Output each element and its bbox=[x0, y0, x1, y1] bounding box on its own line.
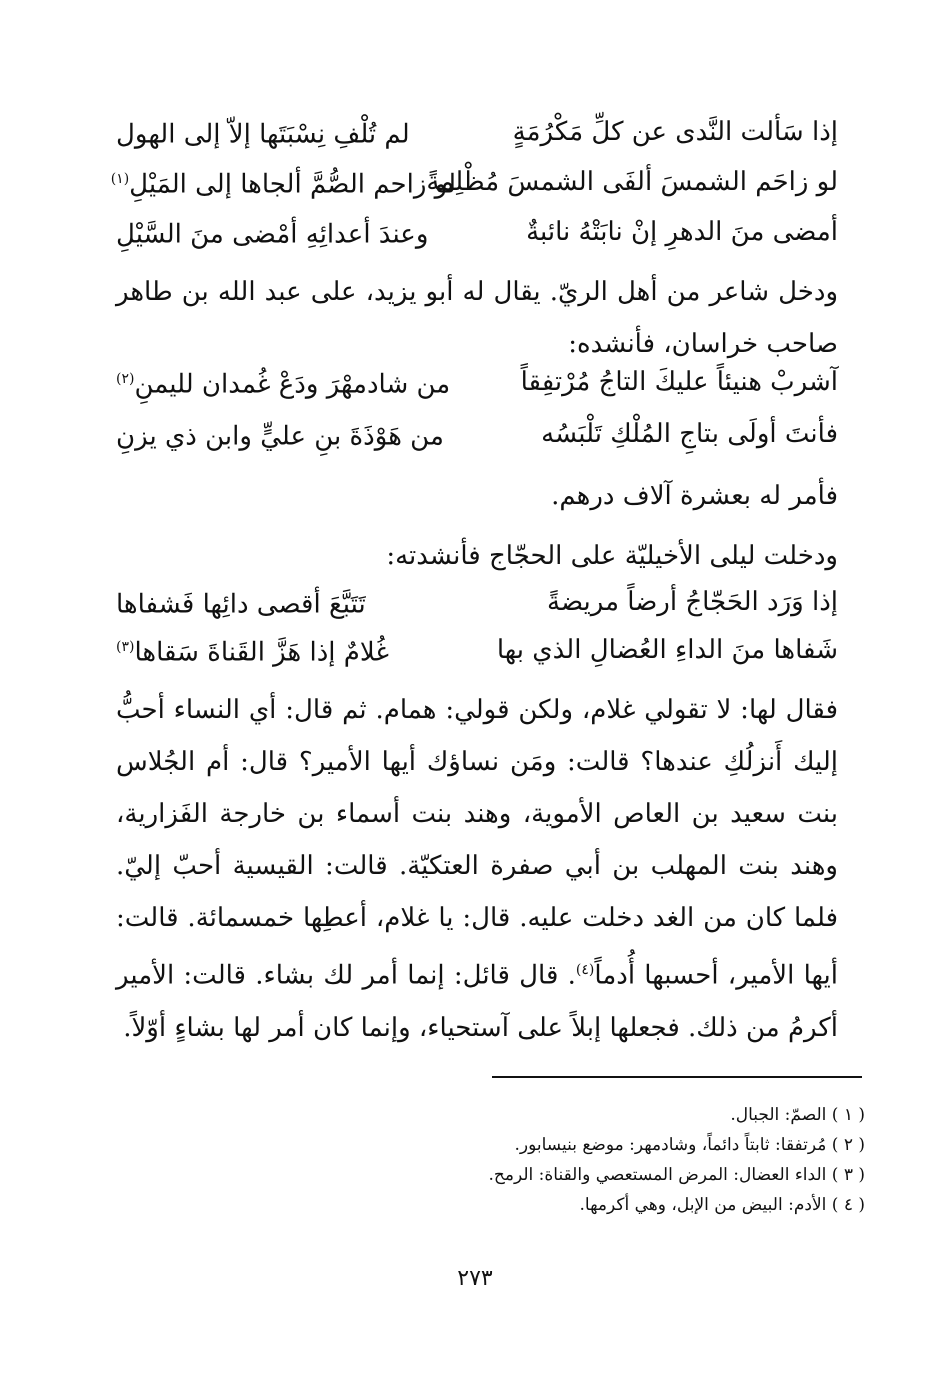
verse-first-hemistich: فأنتَ أولَى بتاجِ المُلْكِ تَلْبَسُه bbox=[541, 419, 838, 449]
paragraph-text: . قال قائل: إنما أمر لك بشاء. قالت: الأمير أكرمُ من ذلك. فجعلها إبلاً على آستحياء، وإنما كان أمر لها بشاءٍ أوّلاً. bbox=[116, 960, 838, 1043]
verse-text: لو زاحم الصُّمَّ ألجاها إلى المَيْلِ bbox=[129, 169, 456, 200]
footnote-ref: (٤) bbox=[575, 962, 595, 978]
verse-line bbox=[116, 106, 838, 158]
verse-text: من شادمهْرَ ودَعْ غُمدان لليمنِ bbox=[134, 369, 451, 400]
paragraph: ودخل شاعر من أهل الريّ. يقال له أبو يزيد، على عبد الله بن طاهر صاحب خراسان، فأنشده: bbox=[116, 277, 838, 359]
footnote-ref: (٣) bbox=[116, 639, 135, 656]
footnote-ref: (٢) bbox=[116, 371, 135, 388]
verse-first-hemistich: أمضى منَ الدهرِ إنْ نابَتْهُ نائبةٌ bbox=[526, 217, 838, 247]
footnotes bbox=[105, 1100, 865, 1220]
verse-first-hemistich: آشربْ هنيئاً عليكَ التاجُ مُرْتفِقاً bbox=[520, 367, 838, 397]
verse-line bbox=[110, 156, 838, 208]
verse-line bbox=[116, 206, 838, 258]
verse-first-hemistich: إذا وَرَد الحَجّاجُ أرضاً مريضةً bbox=[547, 587, 838, 617]
verse-text: من هَوْذَةَ بنِ عليٍّ وابن ذي يزنِ bbox=[116, 421, 444, 452]
paragraph: ودخلت ليلى الأخيليّة على الحجّاج فأنشدته: bbox=[386, 541, 838, 571]
footnote: ( ٢ ) مُرتفقا: ثابتاً دائماً، وشادمهر: موضع بنيسابور. bbox=[514, 1135, 865, 1155]
verse-first-hemistich: إذا سَألت النَّدى عن كلِّ مَكْرُمَةٍ bbox=[512, 117, 838, 147]
verse-text: غُلامٌ إذا هَزَّ القَناةَ سَقاها bbox=[134, 637, 389, 668]
paragraph: فأمر له بعشرة آلاف درهم. bbox=[551, 481, 838, 511]
verse-line bbox=[116, 408, 838, 460]
page-number: ٢٧٣ bbox=[457, 1266, 493, 1291]
verse-text: وعندَ أعدائِهِ أمْضى منَ السَّيْلِ bbox=[116, 219, 429, 250]
verse-second-hemistich bbox=[116, 103, 456, 161]
paragraph bbox=[116, 684, 838, 1054]
verse-second-hemistich bbox=[116, 203, 456, 261]
verse-line bbox=[116, 624, 838, 676]
paragraph-text: فقال لها: لا تقولي غلام، ولكن قولي: همام. ثم قال: أي النساء أحبُّ إليك أَنزلُكِ عندها؟ قالت: ومَن نساؤك أيها الأمير؟ قال: أم الجُلاس بنت سعيد بن العاص الأموية، وهند بنت أسماء بن خارجة الفَزارية، وهند بنت المهلب بن أبي صفرة العتكيّة. قالت: القيسية أحبّ إليّ. فلما كان من الغد دخلت عليه. قال: يا غلام، أعطِها خمسمائة. قالت: أيها الأمير، أحسبها أُدماً bbox=[116, 695, 838, 991]
footnote: ( ٣ ) الداء العضال: المرض المستعصي والقناة: الرمح. bbox=[488, 1165, 865, 1185]
footnote: ( ١ ) الصمّ: الجبال. bbox=[730, 1105, 865, 1125]
footnote: ( ٤ ) الأدم: البيض من الإبل، وهي أكرمها. bbox=[579, 1195, 865, 1215]
verse-second-hemistich bbox=[116, 405, 456, 463]
verse-first-hemistich: لو زاحَم الشمسَ ألفَى الشمسَ مُظْلِمةً bbox=[426, 167, 838, 197]
verse-first-hemistich: شَفاها منَ الداءِ العُضالِ الذي بها bbox=[496, 635, 838, 665]
verse-text: تَتَبَّعَ أقصى دائِها فَشفاها bbox=[116, 589, 366, 620]
footnote-ref: (١) bbox=[110, 171, 130, 188]
verse-line bbox=[116, 356, 838, 408]
verse-second-hemistich bbox=[116, 621, 456, 679]
verse-second-hemistich bbox=[110, 153, 456, 211]
verse-second-hemistich bbox=[116, 353, 456, 411]
verse-text: لم تُلْفِ نِسْبَتَها إلاّ إلى الهول bbox=[116, 119, 410, 150]
footnote-separator bbox=[492, 1076, 862, 1078]
